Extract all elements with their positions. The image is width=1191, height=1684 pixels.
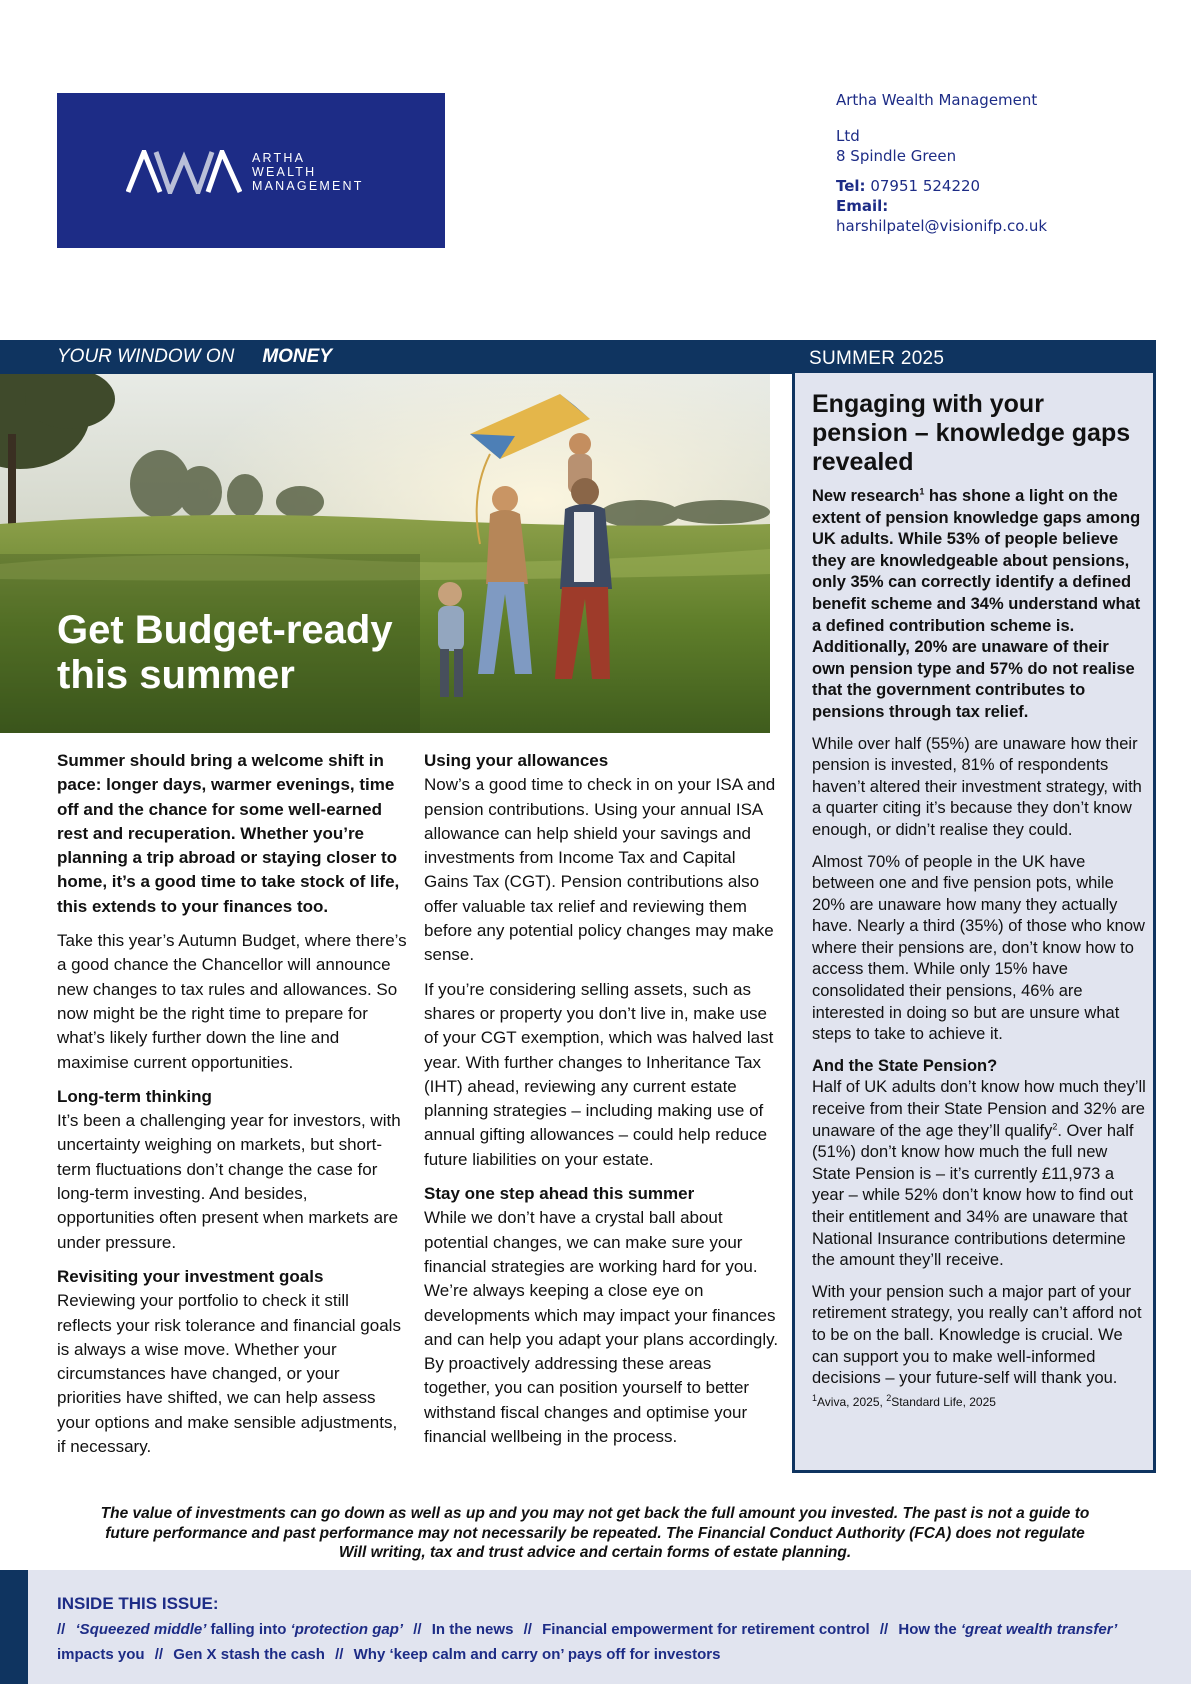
logo-wordmark: ARTHA WEALTH MANAGEMENT	[252, 151, 364, 193]
article-column-1	[57, 749, 407, 1469]
masthead-title: YOUR WINDOW ON MONEY	[57, 346, 333, 367]
heading-state-pension: And the State Pension?	[812, 1056, 998, 1075]
sidebar-paragraph: Half of UK adults don’t know how much they’ll receive from their State Pension and 32% are unaware of the age they’ll qualify$^2$. Over half (51%) don’t know how much the full new State Pension is – it’s currently £11,973 a year – while 52% don’t know how to find out their entitlement and 34% are unaware that National Insurance contributions determine the amount they’ll receive.	[812, 1078, 1146, 1270]
article-paragraph: If you’re considering selling assets, such as shares or property you don’t live in, make use of your CGT exemption, which was halved last year. With further changes to Inheritance Tax (IHT) ahead, reviewing any current estate planning strategies – including making use of annual gifting allowances – could help reduce future liabilities on your estate.	[424, 979, 774, 1169]
company-suffix: Ltd	[836, 127, 860, 145]
risk-disclaimer: The value of investments can go down as well as up and you may not get back the full amount you invested. The past is not a guide to future performance and past performance may not necessarily be repeated. The Financial Conduct Authority (FCA) does not regulate Will writing, tax and trust advice and certain forms of estate planning.	[100, 1505, 1090, 1561]
heading-investment-goals: Revisiting your investment goals	[57, 1266, 324, 1286]
email-label: Email:	[836, 197, 889, 215]
issue-item[interactable]: Financial empowerment for retirement control	[542, 1621, 870, 1638]
contact-block	[836, 90, 1166, 236]
issue-label: SUMMER 2025	[809, 348, 945, 369]
article-paragraph: While we don’t have a crystal ball about potential changes, we can make sure your financial strategies are working hard for you. We’re always keeping a close eye on developments which may impact your finances and can help you adapt your plans accordingly. By proactively addressing these areas together, you can position yourself to better withstand fiscal changes and optimise your financial wellbeing in the process.	[424, 1208, 779, 1447]
issue-item[interactable]: Gen X stash the cash	[173, 1646, 325, 1663]
sidebar-article	[812, 390, 1146, 1410]
issue-item[interactable]: How the ‘great wealth transfer’ impacts you	[57, 1621, 1118, 1663]
article-paragraph: Take this year’s Autumn Budget, where there’s a good chance the Chancellor will announce new changes to tax rules and allowances. So now might be the right time to prepare for what’s likely further down the line and maximise current opportunities.	[57, 931, 407, 1072]
footnote-references: $^1$Aviva, 2025, $^2$Standard Life, 2025	[812, 1392, 996, 1409]
issue-item[interactable]: Why ‘keep calm and carry on’ pays off for investors	[353, 1646, 721, 1663]
article-paragraph: Reviewing your portfolio to check it still reflects your risk tolerance and financial goals is always a wise move. Whether your circumstances have changed, or your priorities have shifted, we can help assess your options and make sensible adjustments, if necessary.	[57, 1291, 401, 1457]
logo-block	[57, 93, 445, 248]
footer-accent-bar	[0, 1570, 28, 1684]
address: 8 Spindle Green	[836, 147, 957, 165]
article-paragraph: It’s been a challenging year for investors, with uncertainty weighing on markets, but short-term fluctuations don’t change the case for long-term investing. And besides, opportunities often present when markets are under pressure.	[57, 1111, 401, 1252]
inside-issue-title: INSIDE THIS ISSUE:	[57, 1594, 219, 1613]
tel-label: Tel:	[836, 177, 866, 195]
sidebar-paragraph: With your pension such a major part of your retirement strategy, you really can’t afford not to be on the ball. Knowledge is crucial. We can support you to make well-informed decisions – your future-self will thank you.	[812, 1282, 1142, 1388]
issue-item[interactable]: In the news	[431, 1621, 514, 1638]
heading-stay-ahead: Stay one step ahead this summer	[424, 1184, 695, 1204]
heading-allowances: Using your allowances	[424, 751, 609, 770]
sidebar-paragraph: While over half (55%) are unaware how their pension is invested, 81% of respondents haven’t altered their investment strategy, with a quarter citing it’s because they don’t know enough, or didn’t realise they could.	[812, 734, 1142, 839]
article-lead: Summer should bring a welcome shift in pace: longer days, warmer evenings, time off and the chance for some well-earned rest and recuperation. Whether you’re planning a trip abroad or staying closer to home, it’s a good time to take stock of life, this extends to your finances too.	[57, 751, 400, 916]
inside-issue-list: // ‘Squeezed middle’ falling into ‘protection gap’ // In the news // Financial empowerment for retirement control // How the ‘great wealth transfer’ impacts you // Gen X stash the cash // Why ‘keep calm and carry on’ pays off for investors	[57, 1621, 1118, 1663]
company-name: Artha Wealth Management	[836, 91, 1038, 109]
awm-logo-icon	[126, 150, 242, 194]
issue-item[interactable]: ‘Squeezed middle’ falling into ‘protection gap’	[75, 1621, 404, 1638]
hero-title: Get Budget-ready this summer	[57, 608, 393, 697]
tel-value[interactable]: 07951 524220	[870, 177, 981, 195]
article-paragraph: Now’s a good time to check in on your ISA and pension contributions. Using your annual ISA allowance can help shield your savings and investments from Income Tax and Capital Gains Tax (CGT). Pension contributions also offer valuable tax relief and reviewing them before any potential policy changes may make sense.	[424, 775, 776, 965]
heading-long-term: Long-term thinking	[57, 1086, 212, 1106]
article-column-2	[424, 749, 779, 1459]
sidebar-paragraph: Almost 70% of people in the UK have between one and five pension pots, while 20% are unaware how many they actually have. Nearly a third (35%) of those who know where their pensions are, don’t know how to access them. While only 15% have consolidated their pensions, 46% are interested in doing so but are unsure what steps to take to achieve it.	[812, 852, 1145, 1044]
sidebar-lead: New research$^1$ has shone a light on the extent of pension knowledge gaps among UK adults. While 53% of people believe they are knowledgeable about pensions, only 35% can correctly identify a defined benefit scheme and 34% understand what a defined contribution scheme is. Additionally, 20% are unaware of their own pension type and 57% do not realise that the government contributes to pensions through tax relief.	[812, 486, 1141, 721]
sidebar-title: Engaging with your pension – knowledge gaps revealed	[812, 390, 1131, 476]
email-link[interactable]: harshilpatel@visionifp.co.uk	[836, 217, 1048, 235]
